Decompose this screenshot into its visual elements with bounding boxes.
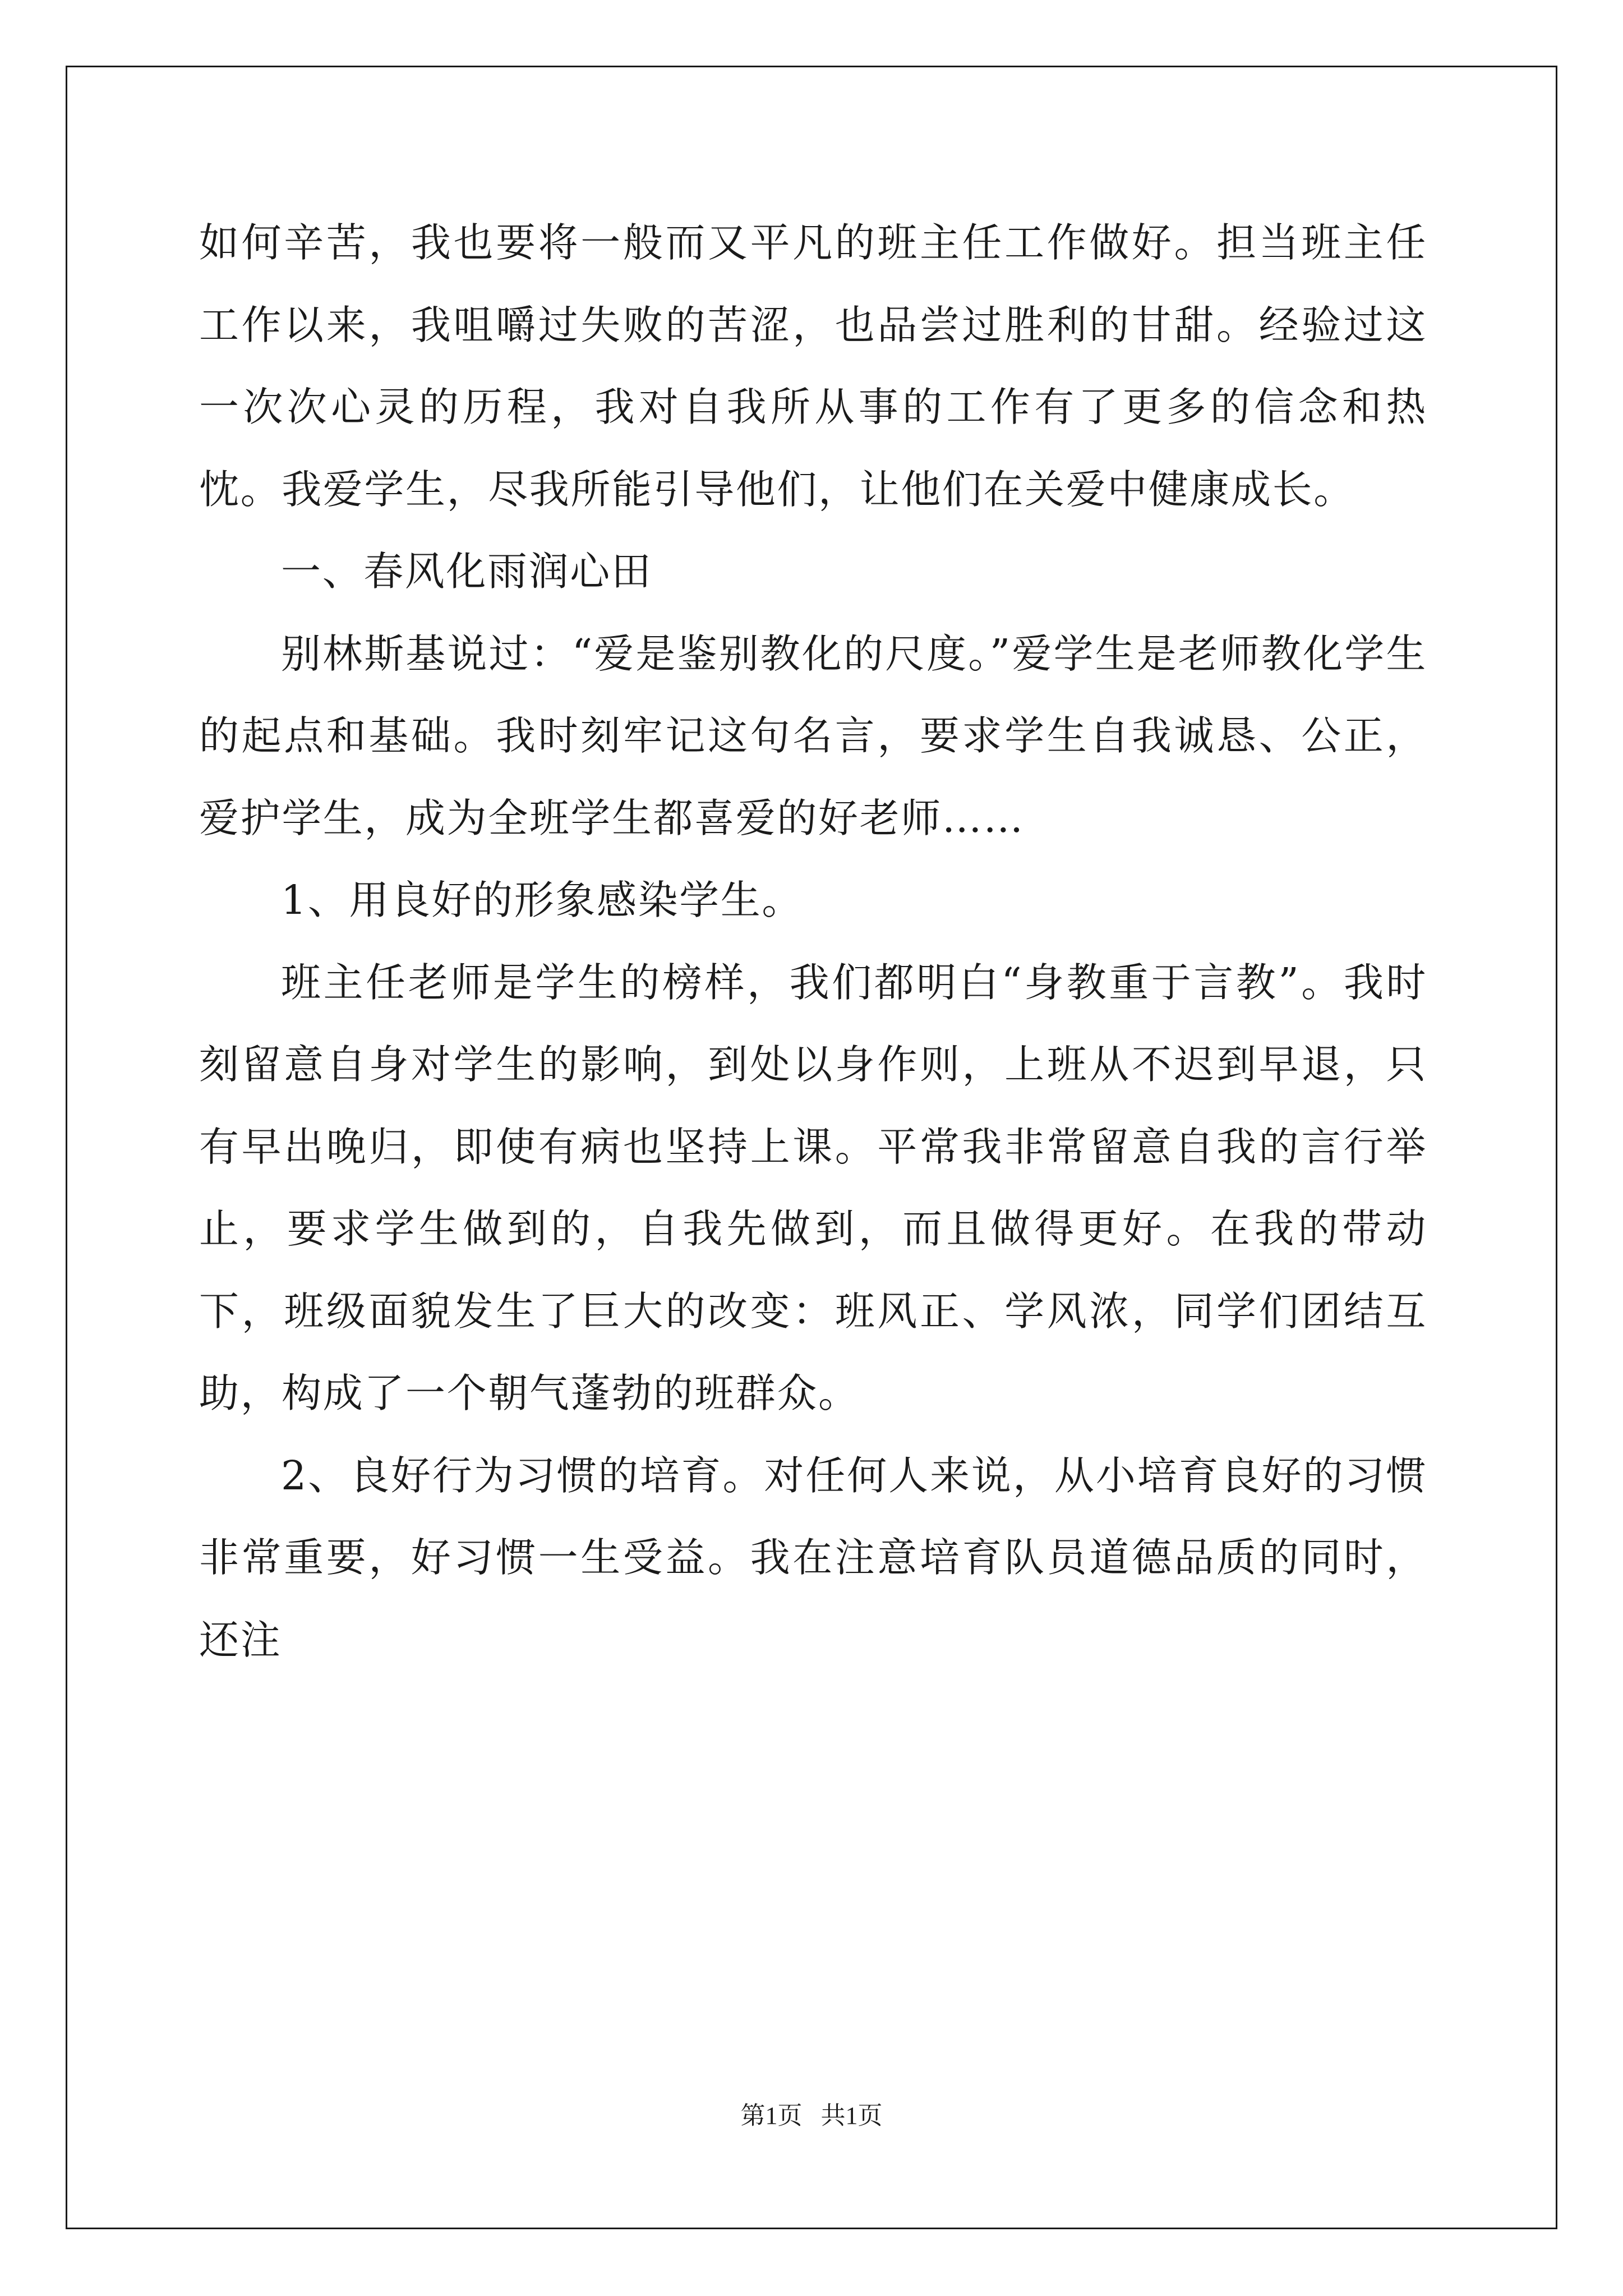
paragraph-role-model: 班主任老师是学生的榜样，我们都明白“身教重于言教”。我时刻留意自身对学生的影响，到处以身作则，上班从不迟到早退，只有早出晚归，即使有病也坚持上课。平常我非常留意自我的言行举止，要求学生做到的，自我先做到，而且做得更好。在我的带动下，班级面貌发生了巨大的改变：班风正、学风浓，同学们团结互助，构成了一个朝气蓬勃的班群众。: [199, 959, 1427, 1416]
document-body: [199, 202, 1427, 1681]
paragraph-quote: 别林斯基说过：“爱是鉴别教化的尺度。”爱学生是老师教化学生的起点和基础。我时刻牢记这句名言，要求学生自我诚恳、公正，爱护学生，成为全班学生都喜爱的好老师……: [199, 630, 1427, 841]
subheading-1: 1、用良好的形象感染学生。: [281, 877, 803, 923]
page-number-footer: 第1页 共1页: [740, 2102, 883, 2129]
paragraph-intro: 如何辛苦，我也要将一般而又平凡的班主任工作做好。担当班主任工作以来，我咀嚼过失败的苦涩，也品尝过胜利的甘甜。经验过这一次次心灵的历程，我对自我所从事的工作有了更多的信念和热忱。我爱学生，尽我所能引导他们，让他们在关爱中健康成长。: [199, 219, 1427, 513]
section-heading: 一、春风化雨润心田: [281, 548, 653, 595]
subheading-2-paragraph: 2、良好行为习惯的培育。对任何人来说，从小培育良好的习惯非常重要，好习惯一生受益。我在注意培育队员道德品质的同时，还注: [199, 1452, 1427, 1663]
